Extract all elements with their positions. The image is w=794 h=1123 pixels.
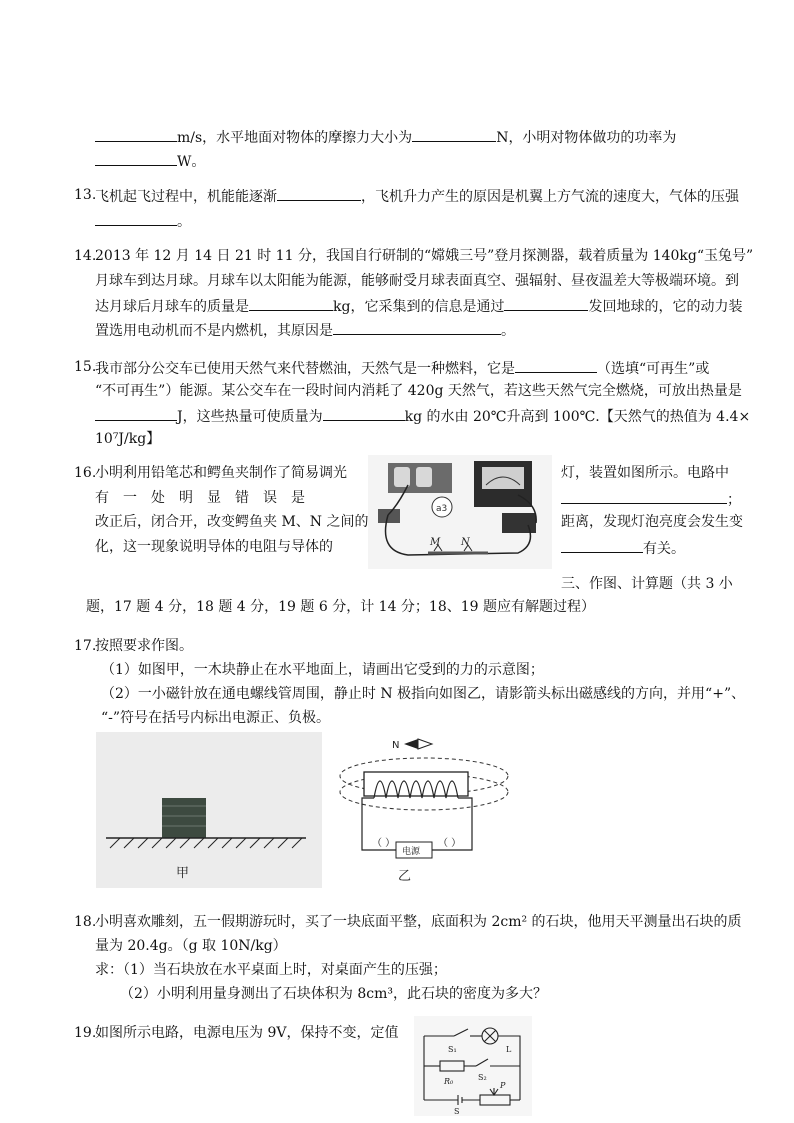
q14-line1: 2013 年 12 月 14 日 21 时 11 分，我国自行研制的“嫦娥三号”登月探测器，载着质量为 140kg“玉兔号” — [95, 248, 754, 264]
q16-right1: 灯，装置如图所示。电路中 — [561, 465, 729, 481]
answer-blank[interactable] — [95, 126, 177, 142]
q17-part2b: “-”符号在括号内标出电源正、负极。 — [101, 710, 331, 726]
q15-line3: J，这些热量可使质量为 kg 的水由 20℃升高到 100℃.【天然气的热值为 4.4× — [95, 405, 750, 427]
figure-a-label: 甲 — [176, 866, 190, 881]
q16-right2: ； — [561, 488, 741, 510]
switch-s1-label: S₁ — [448, 1045, 457, 1054]
q13-line2: 。 — [95, 210, 191, 232]
slider-p-label: P — [500, 1081, 506, 1090]
answer-blank[interactable] — [95, 210, 177, 226]
q15-line1: 我市部分公交车已使用天然气来代替燃油，天然气是一种燃料，它是 （选填“可再生”或 — [95, 357, 709, 379]
answer-blank[interactable] — [95, 150, 177, 166]
answer-blank[interactable] — [249, 295, 333, 311]
answer-blank[interactable] — [561, 488, 727, 504]
answer-blank[interactable] — [515, 357, 597, 373]
resistor-r0-label: R₀ — [444, 1077, 454, 1086]
answer-blank[interactable] — [323, 405, 405, 421]
block-on-ground-figure — [96, 732, 322, 888]
question-number: 15. — [74, 359, 97, 375]
clip-n-label: N — [461, 537, 470, 548]
q15-line4: 10⁷J/kg】 — [95, 431, 161, 447]
polarity-bracket-left[interactable]: （ ） — [372, 838, 396, 849]
answer-blank[interactable] — [95, 405, 177, 421]
q19-line1: 如图所示电路，电源电压为 9V，保持不变，定值 — [95, 1025, 399, 1041]
q18-line1: 小明喜欢雕刻，五一假期游玩时，买了一块底面平整，底面积为 2cm² 的石块，他用天平测量出石块的质 — [95, 914, 742, 930]
q17-part2a: （2）一小磁针放在通电螺线管周围，静止时 N 极指向如图乙，请影箭头标出磁感线的方向，并用“+”、 — [101, 686, 746, 702]
lamp-l-label: L — [506, 1045, 512, 1054]
section-heading-cont: 题，17 题 4 分，18 题 4 分，19 题 6 分，计 14 分；18、19 题应有解题过程） — [86, 599, 596, 615]
q16-left2: 有 一 处 明 显 错 误 是 — [95, 490, 305, 506]
q18-line4: （2）小明利用量身测出了石块体积为 8cm³，此石块的密度为多大？ — [120, 986, 547, 1002]
question-number: 19. — [74, 1025, 97, 1041]
answer-blank[interactable] — [504, 295, 588, 311]
q14-line2: 月球车到达月球。月球车以太阳能为能源，能够耐受月球表面真空、强辐射、昼夜温差大等极端环境。到 — [95, 273, 739, 289]
question-number: 17. — [74, 638, 97, 654]
q16-left4: 化，这一现象说明导体的电阻与导体的 — [95, 539, 333, 555]
dimmer-circuit-figure — [368, 455, 552, 569]
switch-s-label: S — [454, 1107, 460, 1116]
question-number: 18. — [74, 914, 97, 930]
circuit-figure — [414, 1016, 532, 1116]
question-number: 14. — [74, 248, 97, 264]
q18-line2: 量为 20.4g。（g 取 10N/kg） — [95, 938, 287, 954]
q17-title: 按照要求作图。 — [95, 638, 193, 654]
clip-m-label: M — [430, 537, 441, 548]
answer-blank[interactable] — [277, 185, 361, 201]
polarity-bracket-right[interactable]: （ ） — [438, 838, 462, 849]
q16-right3: 距离，发现灯泡亮度会发生变 — [561, 514, 743, 530]
svg-text:a3: a3 — [436, 504, 448, 514]
q14-line3: 达月球后月球车的质量是 kg，它采集到的信息是通过 发回地球的，它的动力装 — [95, 295, 742, 317]
answer-blank[interactable] — [561, 537, 643, 553]
answer-blank[interactable] — [333, 319, 501, 335]
power-source-label: 电源 — [402, 847, 421, 857]
question-number: 13. — [74, 187, 97, 203]
solenoid-figure — [334, 734, 524, 886]
q17-part1: （1）如图甲，一木块静止在水平地面上，请画出它受到的力的示意图； — [101, 662, 544, 678]
q16-left3: 改正后，闭合开，改变鳄鱼夹 M、N 之间的 — [95, 514, 369, 530]
section-heading: 三、作图、计算题（共 3 小 — [561, 576, 733, 592]
switch-s2-label: S₂ — [478, 1073, 487, 1082]
q16-right4: 有关。 — [561, 537, 685, 559]
needle-n-label: N — [392, 740, 400, 751]
q13-line1: 飞机起飞过程中，机能能逐渐 ，飞机升力产生的原因是机翼上方气流的速度大，气体的压强 — [95, 185, 739, 207]
answer-blank[interactable] — [412, 126, 496, 142]
q12-line2: W。 — [95, 150, 205, 172]
q18-line3: 求：（1）当石块放在水平桌面上时，对桌面产生的压强； — [95, 962, 447, 978]
q16-left1: 小明利用铅笔芯和鳄鱼夹制作了简易调光 — [95, 465, 347, 481]
q15-line2: “不可再生”）能源。某公交车在一段时间内消耗了 420g 天然气，若这些天然气完全燃烧，可放出热量是 — [95, 383, 742, 399]
question-number: 16. — [74, 465, 97, 481]
q14-line4: 置选用电动机而不是内燃机，其原因是 。 — [95, 319, 515, 341]
q12-line1: m/s，水平地面对物体的摩擦力大小为 N，小明对物体做功的功率为 — [95, 126, 676, 148]
figure-b-label: 乙 — [398, 869, 412, 884]
